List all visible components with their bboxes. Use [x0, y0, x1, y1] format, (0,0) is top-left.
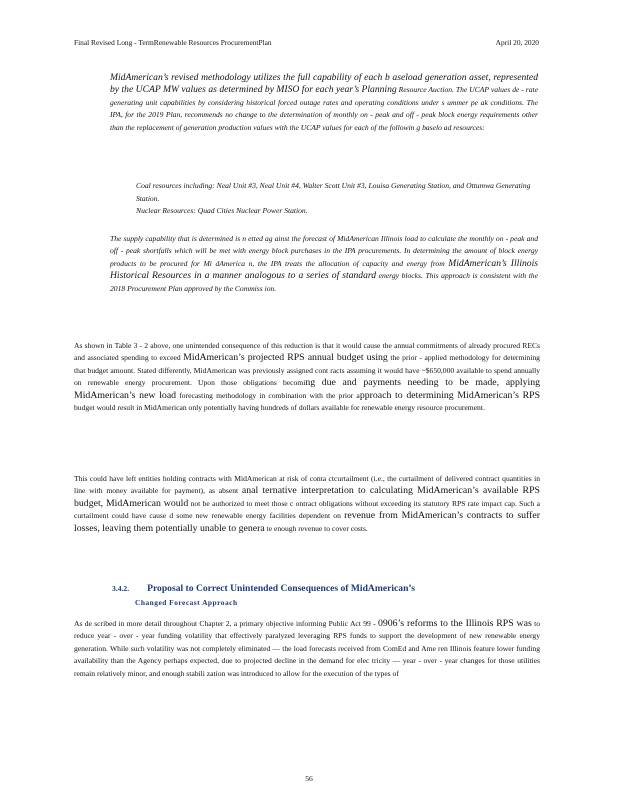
paragraph-text-large: ng due and payments needing to be made, applying MidAmerican’s new load — [74, 377, 540, 401]
section-number: 3.4.2. — [112, 584, 130, 593]
quote-text: energy blocks. This approach is consistent with the 2018 Procurement Plan approved by the Commiss ion. — [110, 271, 538, 293]
quote-lead: MidAmerican’s revised methodology utilizes the full capability of each b aseload generation asset, represented by the UCAP MW values as determined by MISO for each year’s Planning — [110, 72, 538, 96]
paragraph-curtailment-risk — [74, 473, 540, 535]
resource-bullet-list — [118, 180, 538, 218]
quote-supply-capability — [110, 233, 538, 295]
page-number: 56 — [305, 774, 313, 783]
list-item-text: Nuclear Resources: Quad Cities Nuclear Power Station. — [136, 206, 308, 216]
quote-body: Resource Auction. The UCAP values de - rate generating unit capabilities by considering historical forced outage rates and operating conditions under s ummer pe ak conditions. The IPA, for the 2019 Plan, recommends no change to the determination of monthly on - peak and off - peak block energy requirements other than the replacement of generation production values with the UCAP values for each of the followin g baselo ad resources: — [110, 85, 539, 132]
section-title: Proposal to Correct Unintended Consequences of MidAmerican’s — [147, 583, 415, 594]
list-item — [118, 205, 538, 218]
section-heading — [112, 582, 540, 610]
paragraph-text-large: revenue from MidAmerican’s contracts to suffer losses, leaving them potentially unable to genera — [74, 510, 540, 534]
paragraph-public-act — [74, 618, 540, 680]
page-header — [74, 38, 539, 47]
quote-methodology — [110, 72, 538, 134]
header-title: Final Revised Long - TermRenewable Resources ProcurementPlan — [74, 38, 272, 47]
paragraph-text: forecasting methodology in combination with the prior a — [176, 390, 360, 400]
bullet-marker — [118, 205, 136, 218]
paragraph-text: budget would result in MidAmerican only potentially having hundreds of dollars available for renewable energy resource procurement. — [74, 403, 485, 413]
paragraph-budget-impact — [74, 340, 540, 414]
section-subtitle: Changed Forecast Approach — [135, 598, 238, 607]
paragraph-text-large: MidAmerican’s projected RPS annual budget using — [183, 352, 388, 364]
paragraph-text: the prior - applied methodology for determining that budget amount. Stated differently, MidAmerican was previously assigned cont racts assuming it would have ~$650,000 available to spend annually on renewable energy procurement. Upon those obligations becomi — [74, 353, 540, 388]
paragraph-text: te enough revenue to cover costs. — [264, 523, 368, 533]
paragraph-text-large: anal ternative interpretation to calculating MidAmerican’s available RPS budget, MidAmerican would — [74, 485, 540, 509]
header-date: April 20, 2020 — [495, 38, 539, 47]
quote-text: The supply capability that is determined is n etted ag ainst the forecast of MidAmerican Illinois load to calculate the monthly on - peak and off - peak shortfalls which will be met with energy block purchases in the IPA procurements. In determining the amount of block energy products to be procured for Mi dAmerica n, the IPA treats the allocation of capacity and energy from — [110, 234, 538, 268]
paragraph-text: not be authorized to meet those c ontract obligations without exceeding its statutory RPS rate impact cap. Such a curtailment could have cause d some new renewable energy facilities dependent on — [74, 498, 540, 521]
quote-text-emphasis: MidAmerican’s Illinois Historical Resources in a manner analogous to a series of standard — [110, 257, 538, 282]
paragraph-text: This could have left entities holding contracts with MidAmerican at risk of conta ctcurtailment (i.e., the curtailment of delivered contract quantities in line with money available for payment), as absent — [74, 474, 540, 496]
paragraph-text: As shown in Table 3 - 2 above, one unintended consequence of this reduction is that it would cause the annual commitments of already procured RECs and associated spending to exceed — [74, 341, 540, 363]
bullet-marker — [118, 180, 136, 205]
list-item-text: Coal resources including: Neal Unit #3, Neal Unit #4, Walter Scott Unit #3, Louisa Generating Station, and Ottumwa Generating Station. — [136, 181, 531, 203]
list-item — [118, 180, 538, 205]
paragraph-text: to reduce year - over - year funding volatility that effectively paralyzed leveraging RPS funds to support the development of new renewable energy generation. While such volatility was not completely eliminated — the load forecasts received from ComEd and Ame ren Illinois feature lower funding availability than the Agency perhaps expected, due to projected decline in the demand for elec tricity — year - over - year changes for those utilities remain relatively minor, and enough stabili zation was introduced to allow for the execution of the types of — [74, 619, 541, 678]
paragraph-text: As de scribed in more detail throughout Chapter 2, a primary objective informing Public Act 99 - — [74, 619, 378, 628]
paragraph-text-large: pproach to determining MidAmerican’s RPS — [359, 389, 541, 401]
paragraph-text-large: 0906’s reforms to the Illinois RPS was — [377, 618, 532, 629]
